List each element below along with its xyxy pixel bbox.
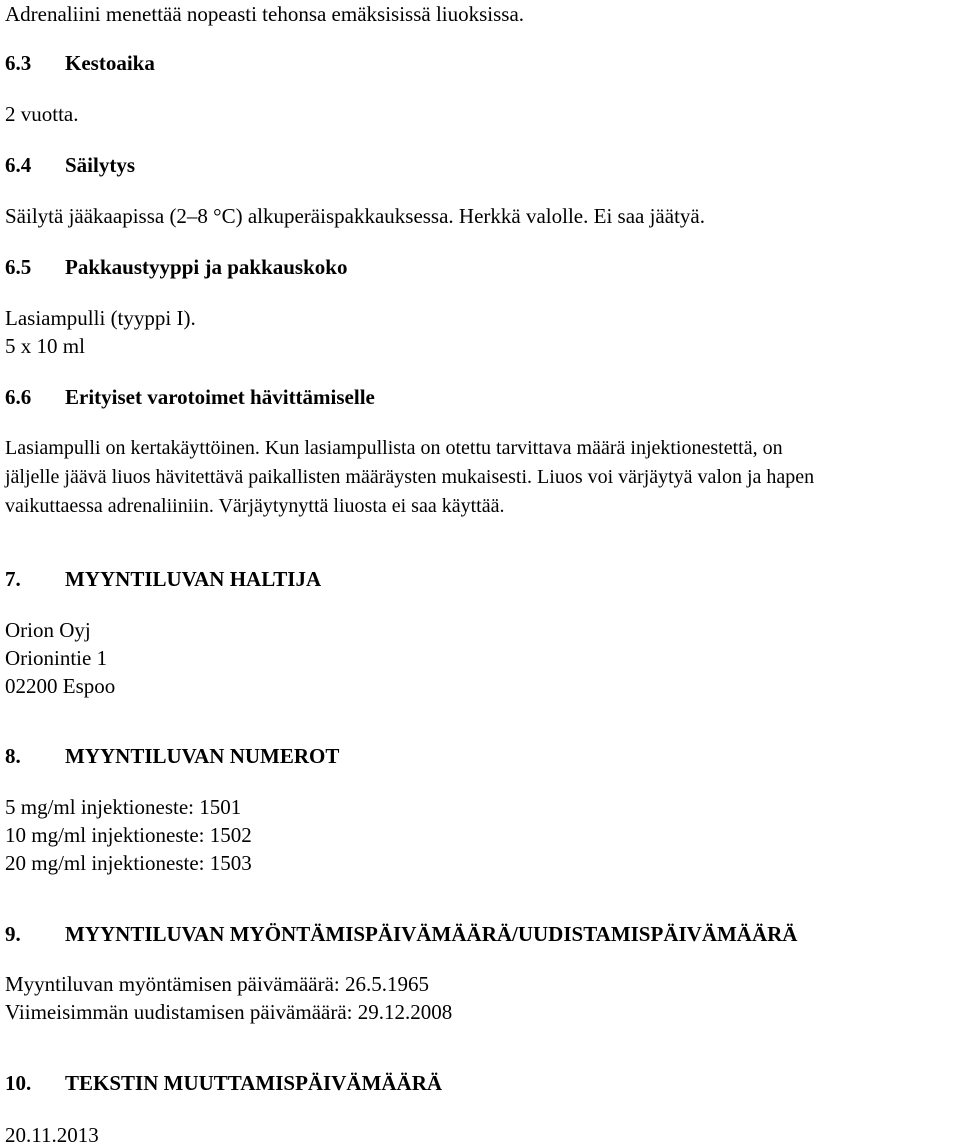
intro-text: Adrenaliini menettää nopeasti tehonsa emäksisissä liuoksissa. xyxy=(5,2,525,26)
section-number: 7. xyxy=(5,567,21,591)
section-title: Pakkaustyyppi ja pakkauskoko xyxy=(65,255,348,279)
section-6-3-heading xyxy=(5,53,155,74)
section-6-6-heading xyxy=(5,387,375,408)
section-title: Kestoaika xyxy=(65,51,155,75)
section-number: 6.6 xyxy=(5,385,32,409)
section-6-6-line-1: Lasiampulli on kertakäyttöinen. Kun lasiampullista on otettu tarvittava määrä injektionestettä, on xyxy=(5,437,783,459)
section-6-4-text: Säilytä jääkaapissa (2–8 °C) alkuperäispakkauksessa. Herkkä valolle. Ei saa jäätyä. xyxy=(5,204,705,228)
section-6-6-line-3: vaikuttaessa adrenaliiniin. Värjäytynyttä liuosta ei saa käyttää. xyxy=(5,495,505,517)
section-7-heading xyxy=(5,569,321,590)
section-number: 6.5 xyxy=(5,255,32,279)
section-number: 8. xyxy=(5,744,21,768)
license-number-1: 5 mg/ml injektioneste: 1501 xyxy=(5,795,242,819)
section-6-3-text: 2 vuotta. xyxy=(5,102,79,126)
section-number: 6.3 xyxy=(5,51,32,75)
section-title: TEKSTIN MUUTTAMISPÄIVÄMÄÄRÄ xyxy=(65,1071,443,1095)
section-title: Säilytys xyxy=(65,153,136,177)
section-6-5-heading xyxy=(5,257,347,278)
section-number: 9. xyxy=(5,922,21,946)
license-number-3: 20 mg/ml injektioneste: 1503 xyxy=(5,851,252,875)
section-6-6-line-2: jäljelle jäävä liuos hävitettävä paikallisten määräysten mukaisesti. Liuos voi värjäytyä valon ja hapen xyxy=(5,466,815,488)
section-6-4-heading xyxy=(5,155,135,176)
renewal-date: Viimeisimmän uudistamisen päivämäärä: 29.12.2008 xyxy=(5,1000,453,1024)
section-10-heading xyxy=(5,1073,442,1094)
section-title: Erityiset varotoimet hävittämiselle xyxy=(65,385,375,409)
holder-city: 02200 Espoo xyxy=(5,674,116,698)
section-title: MYYNTILUVAN MYÖNTÄMISPÄIVÄMÄÄRÄ/UUDISTAMISPÄIVÄMÄÄRÄ xyxy=(65,922,798,946)
section-8-heading xyxy=(5,746,339,767)
section-6-5-line-1: Lasiampulli (tyyppi I). xyxy=(5,306,196,330)
license-number-2: 10 mg/ml injektioneste: 1502 xyxy=(5,823,252,847)
section-title: MYYNTILUVAN NUMEROT xyxy=(65,744,340,768)
section-number: 10. xyxy=(5,1071,32,1095)
holder-name: Orion Oyj xyxy=(5,618,91,642)
grant-date: Myyntiluvan myöntämisen päivämäärä: 26.5.1965 xyxy=(5,972,429,996)
section-6-5-line-2: 5 x 10 ml xyxy=(5,334,85,358)
section-9-heading xyxy=(5,924,797,945)
section-title: MYYNTILUVAN HALTIJA xyxy=(65,567,322,591)
holder-street: Orionintie 1 xyxy=(5,646,108,670)
section-number: 6.4 xyxy=(5,153,32,177)
revision-date: 20.11.2013 xyxy=(5,1123,99,1147)
